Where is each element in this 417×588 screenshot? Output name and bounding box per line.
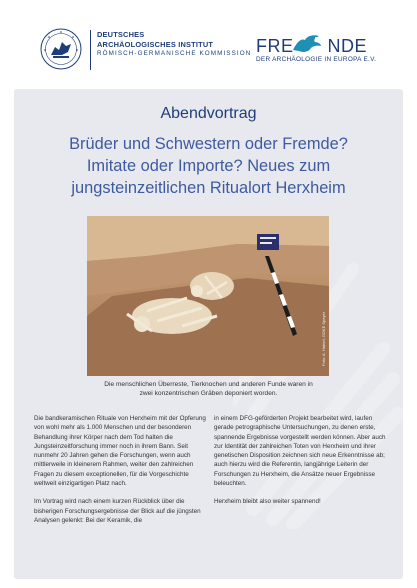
body-paragraph: in einem DFG-geförderten Projekt bearbeitet wird, laufen gerade petrographische Untersuchungen, zu denen erste, spannende Ergebnisse vorgestellt werden können. Aber auch zur Identität der zahlreichen Toten von Herxheim und ihrer genetischen Disposition zeichnen sich neue Erkenntnisse ab; auch hierzu wird die Referentin, langjährige Leiterin der Forschungen zu Herxheim, die Ansätze neuer Ergebnisse beleuchten. [214, 415, 386, 488]
dai-line-3: RÖMISCH-GERMANISCHE KOMMISSION [97, 50, 252, 57]
body-paragraph: Die bandkeramischen Rituale von Herxheim mit der Opferung von wohl mehr als 1.000 Menschen und der besonderen Behandlung ihrer Körper nach dem Tod halten die Jungsteinzeitforschung immer noch in ihrem Bann. Seit nunmehr 20 Jahren gehen die Forschungen, wenn auch mittlerweile in kleinerem Rahmen, weiter den zahlreichen Fragen zu diesem exceptionellen, für die Vorgeschichte weltweit einzigartigen Platz nach. [34, 415, 206, 488]
caption-line: Die menschlichen Überreste, Tierknochen und anderen Funde waren in [104, 381, 313, 388]
photo-credit: Foto: A. Haberl, GDKE Speyer [321, 311, 326, 366]
dai-line-2: ARCHÄOLOGISCHES INSTITUT [97, 39, 214, 49]
excavation-photo [87, 216, 329, 376]
page-header [0, 0, 417, 86]
freunde-title-start: FRE [256, 36, 294, 56]
event-title-line: Imitate oder Importe? Neues zum [86, 157, 331, 175]
freunde-subtitle: DER ARCHÄOLOGIE IN EUROPA E.V. [256, 56, 377, 63]
event-kind: Abendvortrag [160, 105, 257, 122]
event-title [14, 133, 403, 199]
dai-seal-icon [40, 28, 82, 70]
announcement-panel [14, 89, 403, 579]
event-title-line: jungsteinzeitlichen Ritualort Herxheim [71, 179, 346, 197]
photo-caption [14, 380, 403, 398]
body-column-left [34, 414, 206, 534]
body-paragraph: Herxheim bleibt also weiter spannend! [214, 498, 321, 506]
griffin-icon [291, 32, 323, 54]
body-column-right [214, 414, 386, 516]
logo-divider [90, 30, 91, 70]
dai-institute-name [97, 30, 251, 59]
body-paragraph: Im Vortrag wird nach einem kurzen Rückblick über die bisherigen Forschungsergebnisse der Blick auf die jüngsten Analysen gelenkt: Bei der Keramik, die [34, 498, 201, 524]
dai-line-1: DEUTSCHES [97, 30, 145, 39]
freunde-title-end: NDE [327, 36, 368, 56]
event-title-line: Brüder und Schwestern oder Fremde? [69, 135, 348, 153]
caption-line: zwei konzentrischen Gräben deponiert worden. [139, 390, 278, 397]
